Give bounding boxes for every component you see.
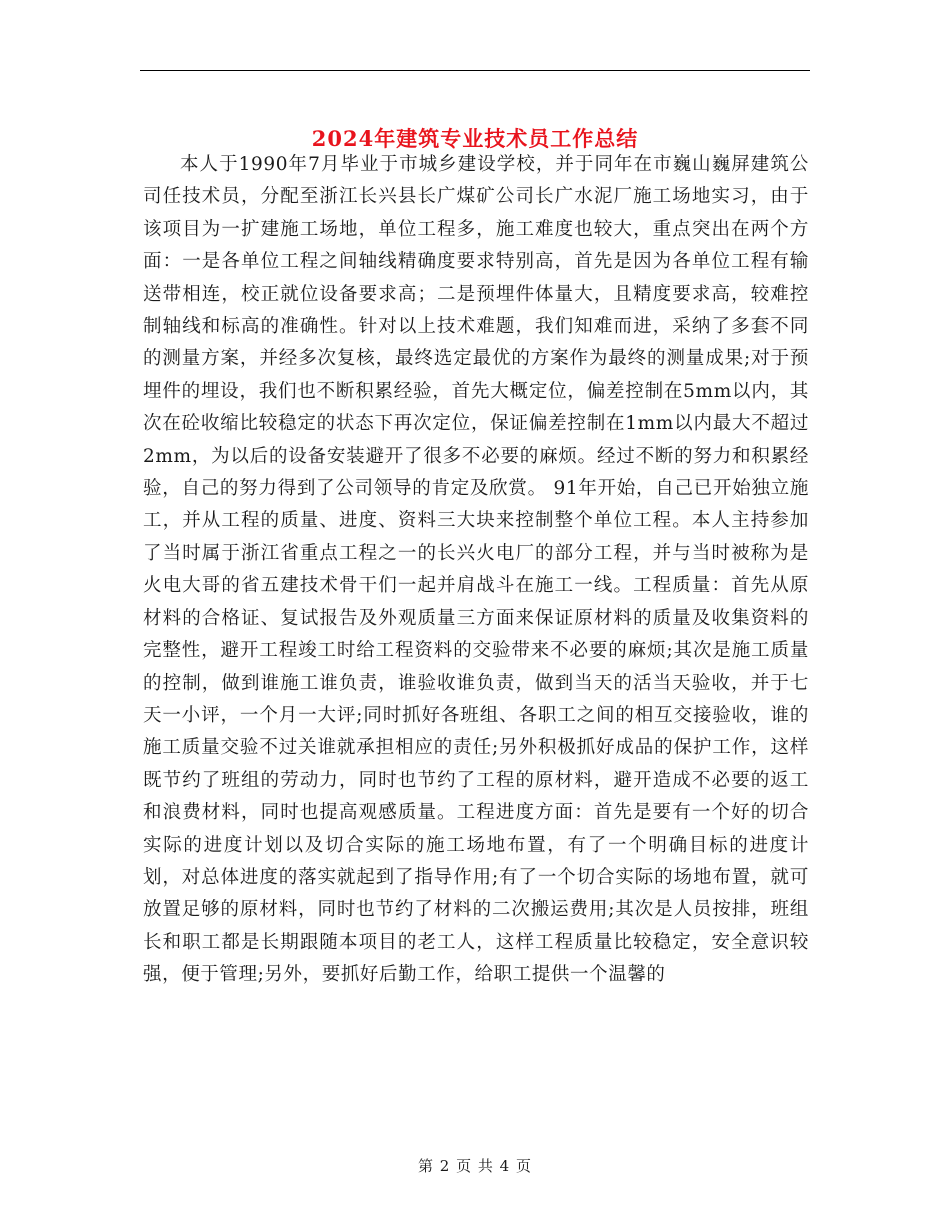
page-number: 第 2 页 共 4 页 [418, 1157, 532, 1175]
header-rule [140, 70, 810, 71]
document-title: 2024年建筑专业技术员工作总结 [311, 126, 639, 152]
body-paragraph: 本人于1990年7月毕业于市城乡建设学校，并于同年在市巍山巍屏建筑公司任技术员，分配至浙江长兴县长广煤矿公司长广水泥厂施工场地实习，由于该项目为一扩建施工场地，单位工程多，施工难度也较大，重点突出在两个方面：一是各单位工程之间轴线精确度要求特别高，首先是因为各单位工程有输送带相连，校正就位设备要求高；二是预埋件体量大，且精度要求高，较难控制轴线和标高的准确性。针对以上技术难题，我们知难而进，采纳了多套不同的测量方案，并经多次复核，最终选定最优的方案作为最终的测量成果;对于预埋件的埋设，我们也不断积累经验，首先大概定位，偏差控制在5mm以内，其次在砼收缩比较稳定的状态下再次定位，保证偏差控制在1mm以内最大不超过2mm，为以后的设备安装避开了很多不必要的麻烦。经过不断的努力和积累经验，自己的努力得到了公司领导的肯定及欣赏。 91年开始，自己已开始独立施工，并从工程的质量、进度、资料三大块来控制整个单位工程。本人主持参加了当时属于浙江省重点工程之一的长兴火电厂的部分工程，并与当时被称为是火电大哥的省五建技术骨干们一起并肩战斗在施工一线。工程质量：首先从原材料的合格证、复试报告及外观质量三方面来保证原材料的质量及收集资料的完整性，避开工程竣工时给工程资料的交验带来不必要的麻烦;其次是施工质量的控制，做到谁施工谁负责，谁验收谁负责，做到当天的活当天验收，并于七天一小评，一个月一大评;同时抓好各班组、各职工之间的相互交接验收，谁的施工质量交验不过关谁就承担相应的责任;另外积极抓好成品的保护工作，这样既节约了班组的劳动力，同时也节约了工程的原材料，避开造成不必要的返工和浪费材料，同时也提高观感质量。工程进度方面：首先是要有一个好的切合实际的进度计划以及切合实际的施工场地布置，有了一个明确目标的进度计划，对总体进度的落实就起到了指导作用;有了一个切合实际的场地布置，就可放置足够的原材料，同时也节约了材料的二次搬运费用;其次是人员按排，班组长和职工都是长期跟随本项目的老工人，这样工程质量比较稳定，安全意识较强，便于管理;另外，要抓好后勤工作，给职工提供一个温馨的 [143, 154, 809, 986]
